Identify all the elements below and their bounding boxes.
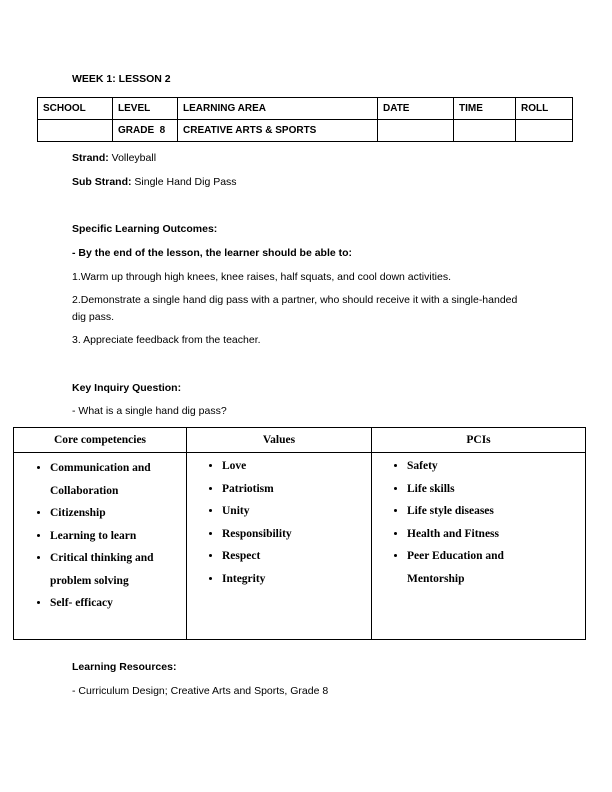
list-item: • Life skills bbox=[407, 478, 527, 501]
list-item: • Learning to learn bbox=[50, 525, 160, 548]
sub-strand-value: Single Hand Dig Pass bbox=[131, 176, 237, 188]
list-item: • Love bbox=[222, 455, 371, 478]
outcome-item: 3. Appreciate feedback from the teacher. bbox=[72, 334, 261, 346]
competencies-table bbox=[13, 427, 586, 640]
table-header-row bbox=[38, 98, 573, 120]
date-cell bbox=[378, 120, 454, 142]
outcomes-title: Specific Learning Outcomes: bbox=[72, 223, 218, 235]
pcis-cell bbox=[372, 453, 586, 640]
inquiry-title: Key Inquiry Question: bbox=[72, 382, 182, 394]
header-cell: PCIs bbox=[372, 428, 586, 453]
list-item: • Citizenship bbox=[50, 502, 160, 525]
outcome-item: 2.Demonstrate a single hand dig pass with a partner, who should receive it with a single-handed bbox=[72, 294, 518, 306]
header-cell: Values bbox=[187, 428, 372, 453]
info-table bbox=[37, 97, 573, 142]
strand-label: Strand: bbox=[72, 152, 109, 164]
list-item: • Unity bbox=[222, 500, 371, 523]
strand bbox=[72, 152, 156, 164]
list-item: • Life style diseases bbox=[407, 500, 527, 523]
list-item: • Patriotism bbox=[222, 478, 371, 501]
learning-area-cell: CREATIVE ARTS & SPORTS bbox=[178, 120, 378, 142]
resources-item: - Curriculum Design; Creative Arts and Sports, Grade 8 bbox=[72, 685, 329, 697]
values-cell bbox=[187, 453, 372, 640]
table-row bbox=[14, 453, 586, 640]
list-item: • Integrity bbox=[222, 568, 371, 591]
list-item: • Safety bbox=[407, 455, 527, 478]
list-item: • Responsibility bbox=[222, 523, 371, 546]
header-cell: SCHOOL bbox=[38, 98, 113, 120]
list-item: • Self- efficacy bbox=[50, 592, 160, 615]
table-header-row bbox=[14, 428, 586, 453]
level-cell: GRADE 8 bbox=[113, 120, 178, 142]
time-cell bbox=[454, 120, 516, 142]
resources-title: Learning Resources: bbox=[72, 661, 177, 673]
core-competencies-cell bbox=[14, 453, 187, 640]
lesson-heading: WEEK 1: LESSON 2 bbox=[72, 73, 171, 85]
header-cell: Core competencies bbox=[14, 428, 187, 453]
list-item: • Communication and Collaboration bbox=[50, 457, 160, 502]
header-cell: DATE bbox=[378, 98, 454, 120]
outcomes-intro: - By the end of the lesson, the learner should be able to: bbox=[72, 247, 353, 259]
school-cell bbox=[38, 120, 113, 142]
inquiry-question: - What is a single hand dig pass? bbox=[72, 405, 227, 417]
header-cell: LEVEL bbox=[113, 98, 178, 120]
list-item: • Health and Fitness bbox=[407, 523, 527, 546]
table-row bbox=[38, 120, 573, 142]
list-item: • Respect bbox=[222, 545, 371, 568]
header-cell: TIME bbox=[454, 98, 516, 120]
outcome-item: 1.Warm up through high knees, knee raises, half squats, and cool down activities. bbox=[72, 271, 451, 283]
header-cell: LEARNING AREA bbox=[178, 98, 378, 120]
list-item: • Peer Education and Mentorship bbox=[407, 545, 527, 590]
sub-strand bbox=[72, 176, 237, 188]
outcome-item: dig pass. bbox=[72, 311, 115, 323]
strand-value: Volleyball bbox=[108, 152, 157, 164]
header-cell: ROLL bbox=[516, 98, 573, 120]
roll-cell bbox=[516, 120, 573, 142]
list-item: • Critical thinking and problem solving bbox=[50, 547, 160, 592]
sub-strand-label: Sub Strand: bbox=[72, 176, 132, 188]
